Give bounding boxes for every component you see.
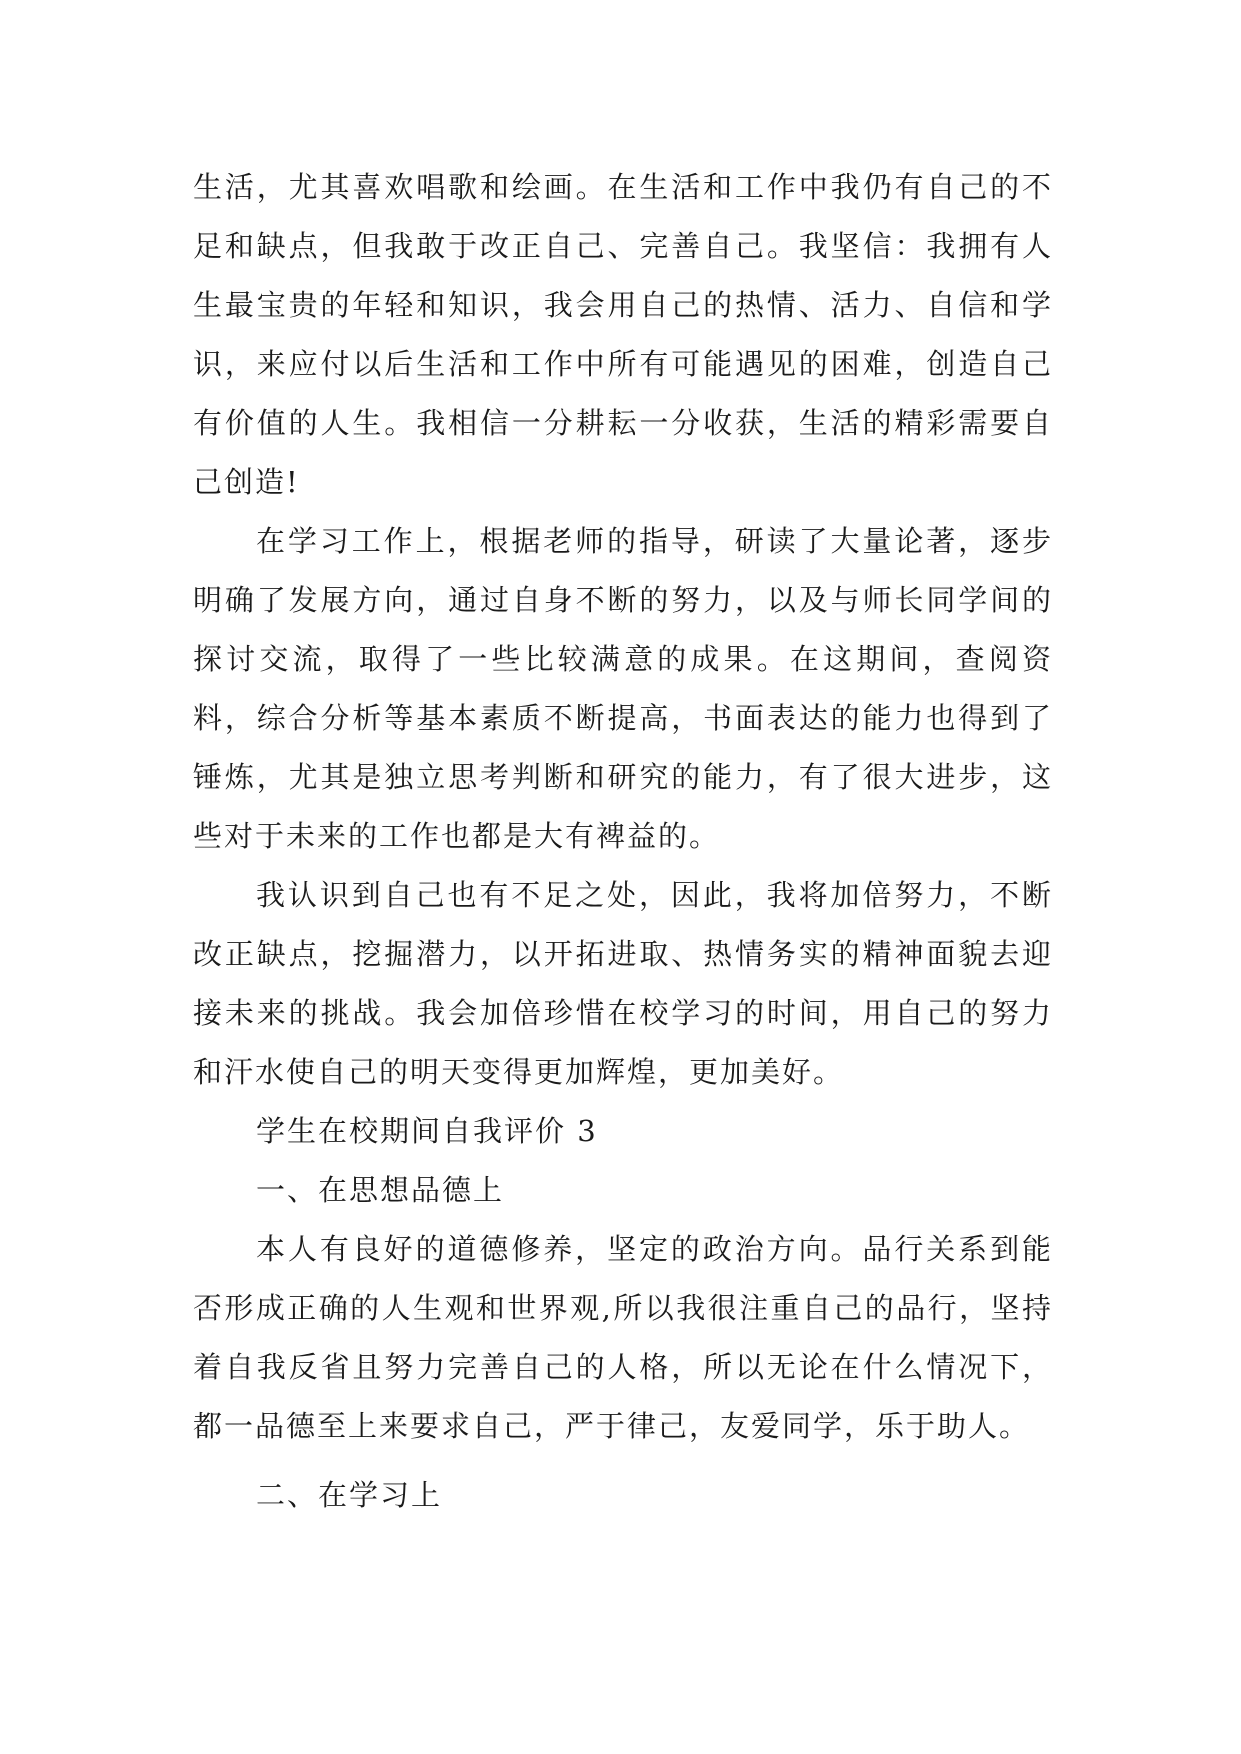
subheading-study: 二、在学习上 [256, 1478, 443, 1512]
subheading-moral-character: 一、在思想品德上 [256, 1173, 505, 1207]
document-body [193, 158, 1053, 1525]
paragraph-study-work: 在学习工作上，根据老师的指导，研读了大量论著，逐步明确了发展方向，通过自身不断的努力，以及与师长同学间的探讨交流，取得了一些比较满意的成果。在这期间，查阅资料，综合分析等基本素质不断提高，书面表达的能力也得到了锤炼，尤其是独立思考判断和研究的能力，有了很大进步，这些对于未来的工作也都是大有裨益的。 [193, 524, 1053, 853]
paragraph-moral-character: 本人有良好的道德修养，坚定的政治方向。品行关系到能否形成正确的人生观和世界观,所以我很注重自己的品行，坚持着自我反省且努力完善自己的人格，所以无论在什么情况下，都一品德至上来要求自己，严于律己，友爱同学，乐于助人。 [193, 1232, 1053, 1443]
paragraph-shortcomings: 我认识到自己也有不足之处，因此，我将加倍努力，不断改正缺点，挖掘潜力，以开拓进取、热情务实的精神面貌去迎接未来的挑战。我会加倍珍惜在校学习的时间，用自己的努力和汗水使自己的明天变得更加辉煌，更加美好。 [193, 878, 1053, 1089]
section-title: 学生在校期间自我评价 3 [256, 1114, 598, 1148]
paragraph-life-hobbies: 生活，尤其喜欢唱歌和绘画。在生活和工作中我仍有自己的不足和缺点，但我敢于改正自己、完善自己。我坚信：我拥有人生最宝贵的年轻和知识，我会用自己的热情、活力、自信和学识，来应付以后生活和工作中所有可能遇见的困难，创造自己有价值的人生。我相信一分耕耘一分收获，生活的精彩需要自己创造! [193, 170, 1053, 499]
